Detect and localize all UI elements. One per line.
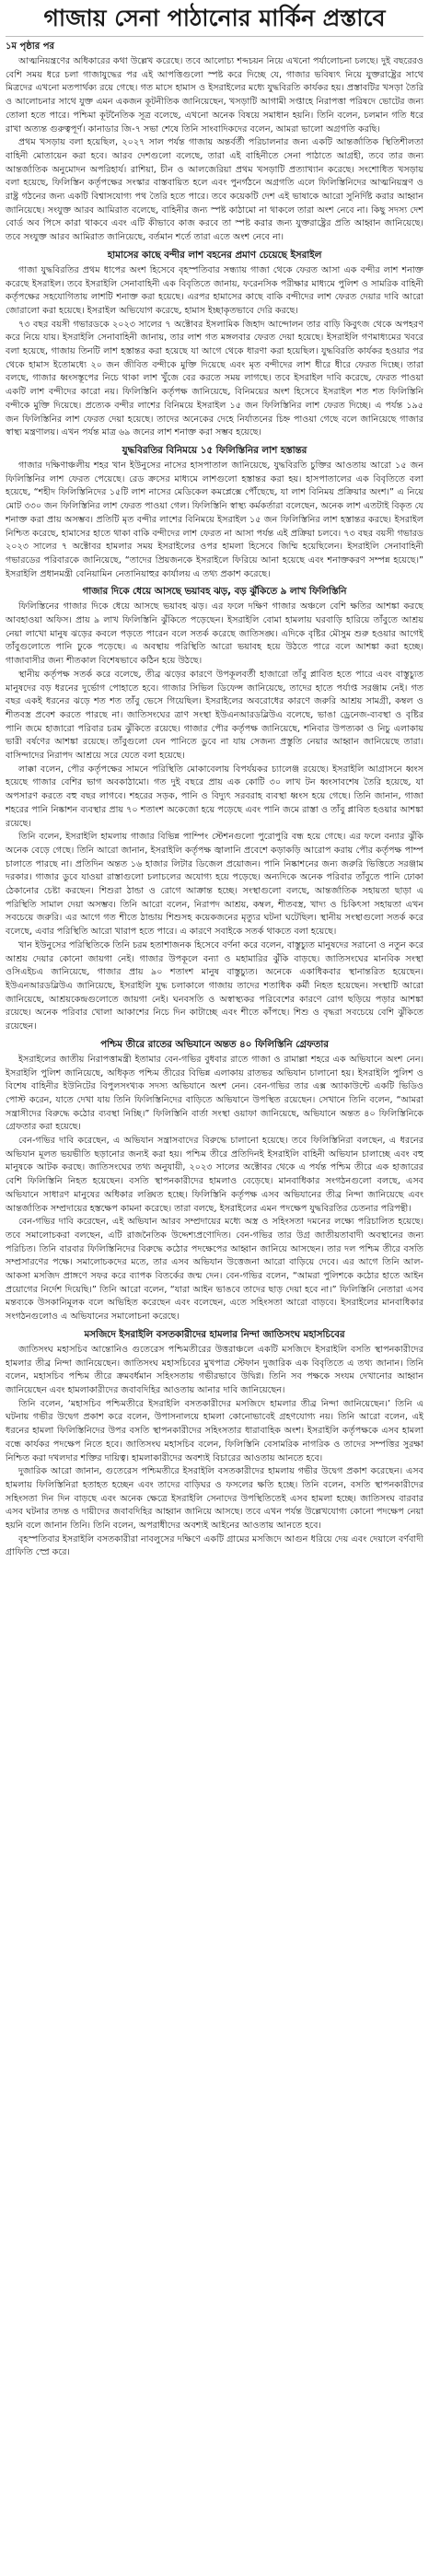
article-paragraph: খান ইউনুসের পরিস্থিতিকে তিনি চরম হতাশাজনক হিসেবে বর্ণনা করে বলেন, বাস্তুচ্যুত মানুষদের সরানো ও নতুন করে আশ্রয় দেয়ার কোনো জায়গা নেই। গাজার উপকূলে বন্যা ও মহামারির ঝুঁকি বাড়ছে। জাতিসংঘের মানবিক সংস্থা ওসিএইচএ জানিয়েছে, গাজার প্রায় ৯০ শতাংশ মানুষ বাস্তুচ্যুত। অনেকে একাধিকবার স্থানান্তরিত হয়েছেন। ইউএনআরডব্লিউএ জানিয়েছে, ইসরাইলি যুদ্ধ চলাকালে গাজায় তাদের শতাধিক কর্মী নিহত হয়েছেন। সংস্থাটি আরো জানিয়েছে, আশ্রয়কেন্দ্রগুলোতে জায়গা নেই। ঘনবসতি ও অস্বাস্থ্যকর পরিবেশের কারণে রোগ ছড়িয়ে পড়ার আশঙ্কা রয়েছে। অনেক পরিবার খোলা আকাশের নিচে দিন কাটাচ্ছে এবং শীতে কাঁপছে। শিশু ও বৃদ্ধরা সবচেয়ে বেশি ঝুঁকিতে রয়েছেন। [6, 939, 423, 1032]
article-paragraph: স্থানীয় কর্তৃপক্ষ সতর্ক করে বলেছে, তীব্র ঝড়ের কারণে উপকূলবর্তী হাজারো তাঁবু প্লাবিত হতে পারে এবং বাস্তুচ্যুত মানুষদের বড় ধরনের দুর্ভোগ পোহাতে হবে। গাজার সিভিল ডিফেন্স জানিয়েছে, তাদের হাতে পর্যাপ্ত সরঞ্জাম নেই। গত বছর একই ধরনের ঝড়ে শত শত তাঁবু ভেসে গিয়েছিল। ইসরাইলের অবরোধের কারণে জরুরি আশ্রয় সামগ্রী, কম্বল ও শীতবস্ত্র প্রবেশ করতে পারছে না। জাতিসংঘের ত্রাণ সংস্থা ইউএনআরডব্লিউএ বলেছে, ভাঙা ড্রেনেজ-ব্যবস্থা ও বৃষ্টির পানি জমে হাজারো পরিবার চরম ঝুঁকিতে রয়েছে। গাজার পৌর কর্তৃপক্ষ জানিয়েছে, শনিবার উপত্যকা ও নিচু এলাকায় ভারী বর্ষণের আশঙ্কা রয়েছে। তাঁবুগুলো যেন পানিতে ডুবে না যায় সেজন্য প্রস্তুতি নেয়ার আহ্বান জানিয়েছে তারা। বাসিন্দাদের নিরাপদ আশ্রয়ে সরে যেতে বলা হয়েছে। [6, 669, 423, 762]
article-paragraph: তিনি বলেন, ‘মহাসচিব পশ্চিমতীরে ইসরাইলি বসতকারীদের মসজিদে হামলার তীব্র নিন্দা জানিয়েছেন।’ তিনি এ ঘটনায় গভীর উদ্বেগ প্রকাশ করে বলেন, উপাসনালয়ে হামলা কোনোভাবেই গ্রহণযোগ্য নয়। তিনি আরো বলেন, এই ধরনের হামলা ফিলিস্তিনিদের উপর বসতি স্থাপনকারীদের সহিংসতার ধারাবাহিক অংশ। ইসরাইলি কর্তৃপক্ষকে এসব হামলা বন্ধে কার্যকর পদক্ষেপ নিতে হবে। জাতিসংঘ মহাসচিব বলেন, ফিলিস্তিনি বেসামরিক নাগরিক ও তাদের সম্পত্তির সুরক্ষা নিশ্চিত করা দখলদার শক্তির দায়িত্ব। হামলাকারীদের অবশ্যই বিচারের আওতায় আনতে হবে। [6, 1398, 423, 1463]
section-subheading: গাজার দিকে ধেয়ে আসছে ভয়াবহ ঝড়, বড় ঝুঁকিতে ৯ লাখ ফিলিস্তিনি [82, 586, 347, 598]
section-subheading: যুদ্ধবিরতির বিনিময়ে ১৫ ফিলিস্তিনির লাশ হস্তান্তর [122, 444, 307, 456]
article-paragraph: আত্মনিয়ন্ত্রণের অধিকারের কথা উল্লেখ করেছে। তবে আলোচ্য শব্দচয়ন নিয়ে এখনো পর্যালোচনা চলছে। দুই বছরেরও বেশি সময় ধরে চলা গাজাযুদ্ধের পর এই আপত্তিগুলো স্পষ্ট করে দিচ্ছে যে, গাজার ভবিষ্যৎ নিয়ে যুক্তরাষ্ট্রের সাথে মিত্রদের এখনো মতপার্থক্য রয়ে গেছে। গত মাসে হামাস ও ইসরাইলের মধ্যে যুদ্ধবিরতি কার্যকর হয়। প্রস্তাবটির খসড়া তৈরি ও আলোচনার সাথে যুক্ত এমন একজন কূটনীতিক জানিয়েছেন, খসড়াটি আগামী সপ্তাহে নিরাপত্তা পরিষদে ভোটের জন্য তোলা হতে পারে। পশ্চিমা কূটনৈতিক সূত্র বলেছে, এখনো অনেক বিষয়ে সমাধান হয়নি। তিনি বলেন, চলমান গতি ধরে রাখা অত্যন্ত গুরুত্বপূর্ণ। কানাডার জি-৭ সভা শেষে তিনি সাংবাদিকদের বলেন, আমরা ভালো অগ্রগতি করছি। [6, 56, 423, 134]
section-subheading: পশ্চিম তীরে রাতের অভিযানে অন্তত ৪০ ফিলিস্তিনি গ্রেফতার [100, 1038, 329, 1050]
article-paragraph: প্রথম খসড়ায় বলা হয়েছিল, ২০২৭ সাল পর্যন্ত গাজায় অন্তর্বর্তী পরিচালনার জন্য একটি আন্তর্জাতিক স্থিতিশীলতা বাহিনী মোতায়েন করা হবে। আরব দেশগুলো বলেছে, তারা এই বাহিনীতে সেনা পাঠাতে আগ্রহী, তবে তার জন্য আন্তর্জাতিক অনুমোদন অপরিহার্য। রাশিয়া, চীন ও আলজেরিয়া প্রথম খসড়াটি প্রত্যাখ্যান করেছে। সংশোধিত খসড়ায় বলা হয়েছে, ফিলিস্তিন কর্তৃপক্ষের সংস্কার বাস্তবায়িত হলে এবং পুনর্গঠনে অগ্রগতি এলে ফিলিস্তিনিদের আত্মনিয়ন্ত্রণ ও রাষ্ট্র গঠনের জন্য একটি বিশ্বাসযোগ্য পথ তৈরি হতে পারে। তবে কয়েকটি দেশ এই ভাষাকে আরো সুনির্দিষ্ট করার আহ্বান জানিয়েছে। সংযুক্ত আরব আমিরাত বলেছে, বাহিনীর জন্য স্পষ্ট কাঠামো না থাকলে তারা অংশ নেবে না। কিছু সদস্য দেশ বোর্ড অব পিসে কারা থাকবে এবং এটি কীভাবে কাজ করবে তা স্পষ্ট করার জন্য যুক্তরাষ্ট্রের প্রতি আহ্বান জানিয়েছে। তবে সংযুক্ত আরব আমিরাত জানিয়েছে, বর্তমান শর্তে তারা এতে অংশ নেবে না। [6, 137, 423, 243]
article-paragraph: বেন-গভির দাবি করেছেন, এই অভিযান আরব সম্প্রদায়ের মধ্যে অস্ত্র ও সহিংসতা দমনের লক্ষ্যে পরিচালিত হয়েছে। তবে সমালোচকরা বলছেন, এটি রাজনৈতিক উদ্দেশ্যপ্রণোদিত। বেন-গভির তার উগ্র জাতীয়তাবাদী অবস্থানের জন্য পরিচিত। তিনি বারবার ফিলিস্তিনিদের বিরুদ্ধে কঠোর পদক্ষেপের আহ্বান জানিয়ে আসছেন। তার দল পশ্চিম তীরে বসতি সম্প্রসারণের পক্ষে। সমালোচকদের মতে, তার এসব অভিযান উত্তেজনা আরো বাড়িয়ে দেবে। এর আগে তিনি আল-আকসা মসজিদ প্রাঙ্গণে সফর করে ব্যাপক বিতর্কের জন্ম দেন। বেন-গভির বলেন, “আমরা পুলিশকে কঠোর হাতে আইন প্রয়োগের নির্দেশ দিয়েছি।” তিনি আরো বলেন, “যারা আইন ভাঙবে তাদের ছাড় দেয়া হবে না।” ফিলিস্তিনি নেতারা এসব মন্তব্যকে উসকানিমূলক বলে অভিহিত করেছেন এবং বলেছেন, এতে সহিংসতা আরো বাড়বে। ইসরাইলের মানবাধিকার সংগঠনগুলোও এ অভিযানের সমালোচনা করেছে। [6, 1217, 423, 1323]
article-headline: গাজায় সেনা পাঠানোর মার্কিন প্রস্তাবে [6, 4, 423, 37]
article-paragraph: বেন-গভির দাবি করেছেন, এ অভিযান সন্ত্রাসবাদের বিরুদ্ধে চালানো হয়েছে। তবে ফিলিস্তিনিরা বলছেন, এ ধরনের অভিযান মূলত ভয়ভীতি ছড়ানোর জন্যই করা হয়। পশ্চিম তীরে প্রতিদিনই ইসরাইলি বাহিনী অভিযান চালাচ্ছে এবং বহু মানুষকে আটক করছে। জাতিসংঘের তথ্য অনুযায়ী, ২০২৩ সালের অক্টোবর থেকে এ পর্যন্ত পশ্চিম তীরে এক হাজারের বেশি ফিলিস্তিনি নিহত হয়েছেন। বসতি স্থাপনকারীদের হামলাও বেড়েছে। মানবাধিকার সংগঠনগুলো বলছে, এসব অভিযানে সাধারণ মানুষের অধিকার লঙ্ঘিত হচ্ছে। ফিলিস্তিনি কর্তৃপক্ষ এসব অভিযানের তীব্র নিন্দা জানিয়েছে এবং আন্তর্জাতিক সম্প্রদায়ের হস্তক্ষেপ কামনা করেছে। তারা বলছে, ইসরাইলের এমন পদক্ষেপ যুদ্ধবিরতির চেতনার পরিপন্থী। [6, 1136, 423, 1214]
article-paragraph: গাজার দক্ষিণাঞ্চলীয় শহর খান ইউনুসের নাসের হাসপাতাল জানিয়েছে, যুদ্ধবিরতি চুক্তির আওতায় আরো ১৫ জন ফিলিস্তিনির লাশ ফেরত পেয়েছে। রেড ক্রসের মাধ্যমে লাশগুলো হস্তান্তর করা হয়। হাসপাতালের এক বিবৃতিতে বলা হয়েছে, “শহীদ ফিলিস্তিনিদের ১৫টি লাশ নাসের মেডিকেল কমপ্লেক্সে পৌঁছেছে, যা লাশ বিনিময় প্রক্রিয়ার অংশ।” এ নিয়ে মোট ৩৩০ জন ফিলিস্তিনির লাশ ফেরত পাওয়া গেল। ফিলিস্তিনি স্বাস্থ্য কর্মকর্তারা বলেছেন, অনেক লাশ এতটাই বিকৃত যে শনাক্ত করা প্রায় অসম্ভব। প্রতিটি মৃত বন্দীর লাশের বিনিময়ে ইসরাইল ১৫ জন ফিলিস্তিনির লাশ হস্তান্তর করছে। ইসরাইল নিশ্চিত করেছে, হামাসের হাতে থাকা বাকি বন্দীদের লাশ ফেরত না আসা পর্যন্ত এই প্রক্রিয়া চলবে। ৭৩ বছর বয়সী গভারড ২০২৩ সালের ৭ অক্টোবর হামলার সময় ইসরাইলের ওপর হামলা হিসেবে জিম্মি হয়েছিলেন। ইসরাইলি সেনাবাহিনী গভারডের পরিবারকে জানিয়েছে, “তাদের প্রিয়জনকে ইসরাইলে ফিরিয়ে আনা হয়েছে এবং শনাক্তকরণ সম্পন্ন হয়েছে।” ইসরাইলি প্রধানমন্ত্রী বেনিয়ামিন নেতানিয়াহুর কার্যালয় এ তথ্য প্রকাশ করেছে। [6, 460, 423, 579]
section-subheading: মসজিদে ইসরাইলি বসতকারীদের হামলার নিন্দা জাতিসংঘ মহাসচিবের [84, 1328, 345, 1340]
section-subheading: হামাসের কাছে বন্দীর লাশ বহনের প্রমাণ চেয়েছে ইসরাইল [107, 249, 322, 261]
article-paragraph: ৭৩ বছর বয়সী গভারডকে ২০২৩ সালের ৭ অক্টোবর ইসলামিক জিহাদ আন্দোলন তার বাড়ি কিবুৎজ থেকে অপহরণ করে নিয়ে যায়। ইসরাইলি সেনাবাহিনী জানায়, তার লাশ গত মঙ্গলবার ফেরত দেয়া হয়েছে। ইসরাইলি গণমাধ্যমের খবরে বলা হয়েছে, গাজায় তিনটি লাশ হস্তান্তর করা হয়েছে যা আগে থেকে ধারণা করা হয়েছিল। যুদ্ধবিরতি কার্যকর হওয়ার পর থেকে হামাস ইতোমধ্যে ২০ জন জীবিত বন্দীকে মুক্তি দিয়েছে এবং মৃত বন্দীদের লাশ ধীরে ধীরে ফেরত দিচ্ছে। তারা বলছে, গাজার ধ্বংসস্তূপের নিচে থাকা লাশ খুঁজে বের করতে সময় লাগছে। তবে ইসরাইল দাবি করেছে, ফেরত পাওয়া একটি লাশ বন্দীদের কারো নয়। ফিলিস্তিনি কর্তৃপক্ষ জানিয়েছে, বিনিময়ের অংশ হিসেবে ইসরাইল শত শত ফিলিস্তিনি বন্দীকে মুক্তি দিয়েছে। প্রত্যেক বন্দীর লাশের বিনিময়ে ইসরাইল ১৫ জন ফিলিস্তিনির লাশ ফেরত দিচ্ছে। এ পর্যন্ত ১৯৫ জন ফিলিস্তিনির লাশ ফেরত দেয়া হয়েছে। তাদের অনেকের দেহে নির্যাতনের চিহ্ন পাওয়া গেছে বলে জানিয়েছে গাজার স্বাস্থ্য মন্ত্রণালয়। এখন পর্যন্ত মাত্র ৬৯ জনের লাশ শনাক্ত করা সম্ভব হয়েছে। [6, 319, 423, 438]
article-paragraph: দুজারিক আরো জানান, গুতেরেস পশ্চিমতীরে ইসরাইলি বসতকারীদের হামলায় গভীর উদ্বেগ প্রকাশ করেছেন। এসব হামলায় ফিলিস্তিনিরা হতাহত হচ্ছেন এবং তাদের বাড়িঘর ও ফসলের ক্ষতি হচ্ছে। তিনি বলেন, বসতি স্থাপনকারীদের সহিংসতা দিন দিন বাড়ছে এবং অনেক ক্ষেত্রে ইসরাইলি সেনাদের উপস্থিতিতেই এসব হামলা হচ্ছে। জাতিসংঘ বারবার এসব ঘটনার তদন্ত ও দায়ীদের জবাবদিহির আহ্বান জানিয়ে আসছে। তবে এখন পর্যন্ত উল্লেখযোগ্য কোনো পদক্ষেপ নেয়া হয়নি বলে জানান তিনি। তিনি বলেন, অপরাধীদের অবশ্যই আইনের আওতায় আনতে হবে। [6, 1466, 423, 1532]
article-paragraph: লাক্কা বলেন, পৌর কর্তৃপক্ষের সামনে পরিস্থিতি মোকাবেলায় বিপর্যয়কর চ্যালেঞ্জ রয়েছে। ইসরাইলি আগ্রাসনে ধ্বংস হয়েছে গাজার বেশির ভাগ অবকাঠামো। গত দুই বছরে প্রায় এক কোটি ৩০ লাখ টন ধ্বংসাবশেষ তৈরি হয়েছে, যা অপসারণ করতে বহু বছর লাগবে। শহরের সড়ক, পানি ও বিদ্যুৎ সরবরাহ ব্যবস্থা ধ্বংস হয়ে গেছে। তিনি জানান, গাজা শহরের পানি নিষ্কাশন ব্যবস্থার প্রায় ৭০ শতাংশ অকেজো হয়ে পড়েছে এবং পানি জমে রাস্তা ও তাঁবু প্লাবিত হওয়ার আশঙ্কা রয়েছে। [6, 763, 423, 829]
article-paragraph: গাজা যুদ্ধবিরতির প্রথম ধাপের অংশ হিসেবে বৃহস্পতিবার সন্ধ্যায় গাজা থেকে ফেরত আসা এক বন্দীর লাশ শনাক্ত করেছে ইসরাইল। তবে ইসরাইলি সেনাবাহিনী এক বিবৃতিতে জানায়, ফরেনসিক পরীক্ষার মাধ্যমে পুলিশ ও সামরিক বাহিনী কর্তৃপক্ষের সহযোগিতায় লাশটি শনাক্ত করা হয়েছে। এরপর হামাসের কাছে বাকি বন্দীদের লাশ ফেরত দেয়ার দাবি আরো জোরালো করা হয়েছে। ইসরাইল অভিযোগ করেছে, হামাস ইচ্ছাকৃতভাবে দেরি করছে। [6, 264, 423, 316]
article-paragraph: জাতিসংঘ মহাসচিব আন্তোনিও গুতেরেস পশ্চিমতীরের উত্তরাঞ্চলে একটি মসজিদে ইসরাইলি বসতি স্থাপনকারীদের হামলার তীব্র নিন্দা জানিয়েছেন। জাতিসংঘ মহাসচিবের মুখপাত্র স্টেফান দুজারিক এক বিবৃতিতে এ তথ্য জানান। তিনি বলেন, মহাসচিব পশ্চিম তীরে ক্রমবর্ধমান সহিংসতায় গভীরভাবে উদ্বিগ্ন। তিনি সব পক্ষকে সংযম দেখানোর আহ্বান জানিয়েছেন এবং হামলাকারীদের জবাবদিহির আওতায় আনার দাবি জানিয়েছেন। [6, 1344, 423, 1395]
article-paragraph: ফিলিস্তিনের গাজার দিকে ধেয়ে আসছে ভয়াবহ ঝড়। এর ফলে দক্ষিণ গাজার অঞ্চলে বেশি ক্ষতির আশঙ্কা করছে আবহাওয়া অফিস। প্রায় ৯ লাখ ফিলিস্তিনি ঝুঁকিতে পড়েছেন। ইসরাইলি বোমা হামলায় ঘরবাড়ি হারিয়ে তাঁবুতে আশ্রয় নেয়া লাখো মানুষ ঝড়ের কবলে পড়তে পারেন বলে সতর্ক করেছে জাতিসঙ্ঘ। এদিকে বৃষ্টির মৌসুম শুরু হওয়ার আগেই তাঁবুগুলোতে পানি ঢুকে পড়েছে। এ অবস্থায় পরিস্থিতি আরো ভয়াবহ হয়ে উঠতে পারে বলে আশঙ্কা করা হচ্ছে। গাজাবাসীর জন্য শীতকাল বিশেষভাবে কঠিন হয়ে উঠছে। [6, 601, 423, 667]
continued-from-label: ১ম পৃষ্ঠার পর [6, 41, 54, 52]
article-paragraph: ইসরাইলের জাতীয় নিরাপত্তামন্ত্রী ইতামার বেন-গভির বুধবার রাতে গাজা ও রামাল্লা শহরে এক অভিযানে অংশ নেন। ইসরাইলি পুলিশ জানিয়েছে, অধিকৃত পশ্চিম তীরের বিভিন্ন এলাকায় রাতভর অভিযান চালানো হয়। ইসরাইলি পুলিশ ও বিশেষ বাহিনীর ইউনিটের বিপুলসংখ্যক সদস্য অভিযানে অংশ নেন। বেন-গভির তার এক্স অ্যাকাউন্টে একটি ভিডিও পোস্ট করেন, যাতে দেখা যায় তিনি ফিলিস্তিনিদের বাড়িতে অভিযানে উপস্থিত রয়েছেন। সেখানে তিনি বলেন, “আমরা সন্ত্রাসীদের বিরুদ্ধে কঠোর ব্যবস্থা নিচ্ছি।” ফিলিস্তিনি বার্তা সংস্থা ওয়াফা জানিয়েছে, অভিযানে অন্তত ৪০ ফিলিস্তিনিকে গ্রেফতার করা হয়েছে। [6, 1054, 423, 1133]
article-paragraph: বৃহস্পতিবার ইসরাইলি বসতকারীরা নাবলুসের দক্ষিণে একটি গ্রামের মসজিদে আগুন ধরিয়ে দেয় এবং দেয়ালে বর্ণবাদী গ্রাফিতি স্প্রে করে। [6, 1533, 423, 1558]
article-paragraph: তিনি বলেন, ইসরাইলি হামলায় গাজার বিভিন্ন পাম্পিং স্টেশনগুলো পুরোপুরি বন্ধ হয়ে গেছে। এর ফলে বন্যার ঝুঁকি অনেক বেড়ে গেছে। তিনি আরো জানান, ইসরাইলি কর্তৃপক্ষ জ্বালানি প্রবেশে কড়াকড়ি আরোপ করায় পৌর কর্তৃপক্ষ পাম্প চালাতে পারছে না। প্রতিদিন অন্তত ১৬ হাজার লিটার ডিজেল প্রয়োজন। পানি নিষ্কাশনের জন্য জরুরি ভিত্তিতে সরঞ্জাম দরকার। গাজার ডুবে যাওয়া রাস্তাগুলো চলাচলের অযোগ্য হয়ে পড়েছে। অন্যদিকে অনেক পরিবার তাঁবুতে পানি ঢোকা ঠেকানোর চেষ্টা করছেন। শিশুরা ঠান্ডা ও রোগে আক্রান্ত হচ্ছে। সংস্থাগুলো বলছে, আন্তর্জাতিক সহায়তা ছাড়া এ পরিস্থিতি সামাল দেয়া অসম্ভব। তিনি আরো বলেন, নিরাপদ আশ্রয়, কম্বল, শীতবস্ত্র, খাদ্য ও চিকিৎসা সহায়তা এখন সবচেয়ে জরুরি। এর আগে গত শীতে ঠান্ডায় শিশুসহ কয়েকজনের মৃত্যুর ঘটনা ঘটেছিল। স্থানীয় সংস্থাগুলো সতর্ক করে বলেছে, এবার পরিস্থিতি আরো খারাপ হতে পারে। এ কারণে সবাইকে সতর্ক থাকতে বলা হয়েছে। [6, 832, 423, 938]
